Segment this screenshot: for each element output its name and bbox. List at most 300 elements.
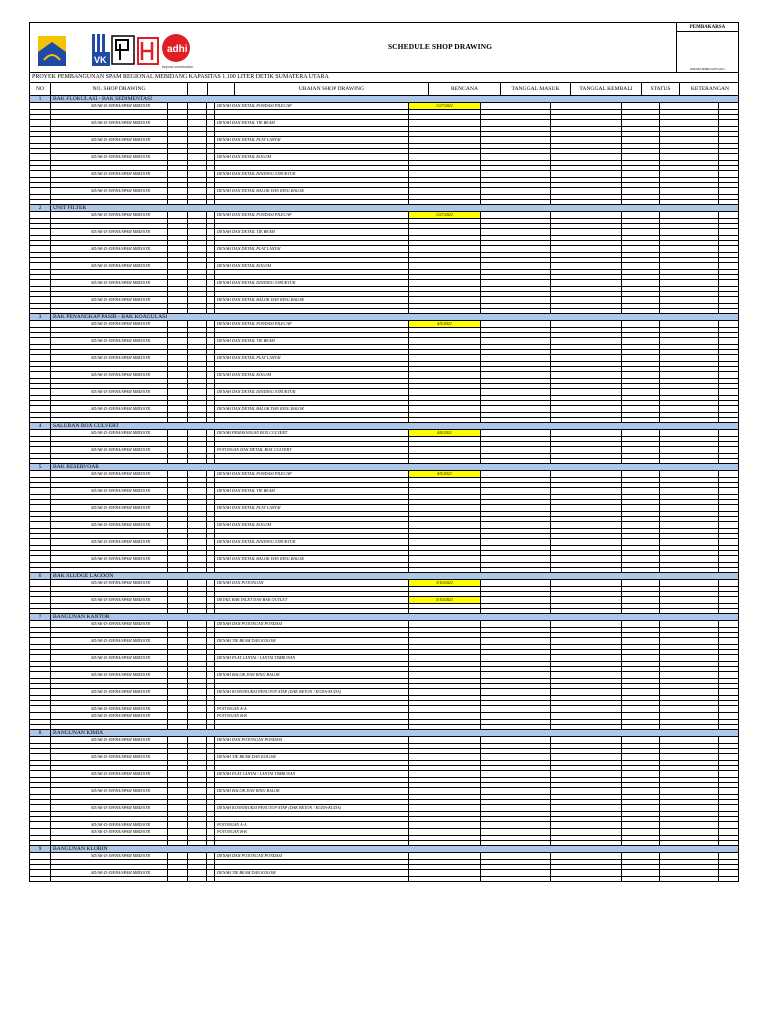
cell-no [30, 430, 51, 436]
cell-blank-c [207, 505, 215, 511]
cell-keterangan [660, 500, 719, 504]
cell-blank-a [168, 379, 188, 383]
cell-keterangan [660, 328, 719, 332]
cell-masuk [481, 529, 551, 533]
cell-masuk [481, 805, 551, 811]
section-title: BANGUNAN KANTOR [53, 614, 110, 620]
cell-blank-c [207, 628, 215, 632]
cell-no [30, 154, 51, 160]
cell-kembali [551, 154, 622, 160]
cell-no [30, 406, 51, 412]
cell-rencana [409, 713, 481, 719]
cell-code [51, 350, 168, 354]
cell-masuk [481, 534, 551, 538]
cell-kembali [551, 454, 622, 458]
cell-masuk [481, 384, 551, 388]
cell-desc: POTONGAN A-A [215, 822, 409, 828]
section-header [29, 205, 739, 212]
cell-rencana [409, 563, 481, 567]
cell-status [622, 638, 660, 644]
cell-rencana: 3/10/2021 [409, 580, 481, 586]
cell-status [622, 597, 660, 603]
cell-blank-c [207, 367, 215, 371]
cell-rencana [409, 853, 481, 859]
cell-blank-a [168, 154, 188, 160]
table-row [29, 430, 739, 437]
table-row [29, 297, 739, 304]
cell-masuk [481, 783, 551, 787]
cell-desc [215, 418, 409, 422]
cell-code: SD/AK-D-INFRA/SPAM MBD/STR [51, 713, 168, 719]
cell-blank-a [168, 517, 188, 521]
cell-blank-b [188, 587, 207, 591]
cell-code [51, 495, 168, 499]
table-row [29, 389, 739, 396]
cell-desc [215, 563, 409, 567]
cell-desc: DENAH DAN POTONGAN PONDASI [215, 621, 409, 627]
cell-blank-c [207, 556, 215, 562]
cell-status [622, 309, 660, 313]
cell-no [30, 418, 51, 422]
cell-status [622, 430, 660, 436]
cell-masuk [481, 372, 551, 378]
cell-desc: DENAH DAN POTONGAN PONDASI [215, 853, 409, 859]
cell-blank-c [207, 667, 215, 671]
cell-masuk [481, 720, 551, 724]
cell-masuk [481, 795, 551, 799]
cell-kembali [551, 744, 622, 748]
cell-code: SD/AK-D-INFRA/SPAM MBD/STR [51, 430, 168, 436]
cell-masuk [481, 706, 551, 712]
cell-keterangan [660, 406, 719, 412]
pembakarsa-box [676, 23, 738, 73]
cell-end [719, 662, 740, 666]
cell-desc: POTONGAN B-B [215, 829, 409, 835]
cell-blank-c [207, 853, 215, 859]
section-number: 7 [30, 614, 51, 620]
cell-keterangan [660, 766, 719, 770]
cell-kembali [551, 384, 622, 388]
cell-blank-a [168, 471, 188, 477]
cell-code [51, 701, 168, 705]
cell-blank-b [188, 442, 207, 446]
cell-keterangan [660, 609, 719, 613]
cell-blank-a [168, 761, 188, 765]
cell-status [622, 149, 660, 153]
cell-no [30, 389, 51, 395]
cell-keterangan [660, 534, 719, 538]
cell-kembali [551, 701, 622, 705]
cell-desc: DENAH DAN DETAIL BALOK DAN RING BALOK [215, 188, 409, 194]
cell-desc [215, 178, 409, 182]
cell-status [622, 621, 660, 627]
cell-masuk [481, 430, 551, 436]
cell-status [622, 628, 660, 632]
cell-end [719, 817, 740, 821]
cell-status [622, 766, 660, 770]
cell-status [622, 200, 660, 204]
cell-blank-a [168, 865, 188, 869]
cell-end [719, 706, 740, 712]
cell-status [622, 720, 660, 724]
cell-rencana [409, 556, 481, 562]
cell-keterangan [660, 488, 719, 494]
cell-rencana [409, 127, 481, 131]
cell-blank-b [188, 355, 207, 361]
cell-masuk [481, 447, 551, 453]
cell-end [719, 870, 740, 876]
cell-end [719, 701, 740, 705]
cell-keterangan [660, 505, 719, 511]
cell-status [622, 246, 660, 252]
cell-blank-c [207, 679, 215, 683]
cell-blank-a [168, 713, 188, 719]
cell-masuk [481, 621, 551, 627]
cell-blank-c [207, 783, 215, 787]
cell-no [30, 744, 51, 748]
cell-rencana [409, 684, 481, 688]
cell-blank-b [188, 171, 207, 177]
cell-rencana [409, 865, 481, 869]
cell-keterangan [660, 442, 719, 446]
cell-keterangan [660, 522, 719, 528]
cell-kembali [551, 505, 622, 511]
cell-blank-b [188, 766, 207, 770]
cell-keterangan [660, 754, 719, 760]
cell-status [622, 778, 660, 782]
table-row [29, 447, 739, 454]
cell-rencana [409, 437, 481, 441]
cell-end [719, 401, 740, 405]
cell-status [622, 592, 660, 596]
cell-no [30, 478, 51, 482]
cell-masuk [481, 604, 551, 608]
cell-desc [215, 865, 409, 869]
cell-no [30, 563, 51, 567]
cell-keterangan [660, 437, 719, 441]
cell-rencana [409, 495, 481, 499]
table-row [29, 853, 739, 860]
cell-masuk [481, 389, 551, 395]
cell-keterangan [660, 860, 719, 864]
cell-blank-a [168, 241, 188, 245]
cell-rencana [409, 725, 481, 729]
cell-code: SD/AK-D-INFRA/SPAM MBD/STR [51, 372, 168, 378]
cell-desc: DENAH DAN DETAIL PLAT LANTAI [215, 505, 409, 511]
cell-status [622, 517, 660, 521]
cell-end [719, 684, 740, 688]
cell-blank-a [168, 229, 188, 235]
cell-keterangan [660, 744, 719, 748]
cell-masuk [481, 154, 551, 160]
cell-desc [215, 258, 409, 262]
cell-rencana [409, 488, 481, 494]
cell-keterangan [660, 270, 719, 274]
cell-end [719, 396, 740, 400]
cell-blank-c [207, 183, 215, 187]
cell-keterangan [660, 263, 719, 269]
cell-desc: DENAH DAN DETAIL BALOK DAN RING BALOK [215, 297, 409, 303]
cell-kembali [551, 495, 622, 499]
logo-caption: beyond construction [162, 65, 194, 69]
cell-desc [215, 517, 409, 521]
cell-blank-a [168, 580, 188, 586]
cell-blank-c [207, 551, 215, 555]
cell-kembali [551, 263, 622, 269]
cell-blank-a [168, 478, 188, 482]
cell-no [30, 817, 51, 821]
cell-status [622, 534, 660, 538]
cell-blank-b [188, 270, 207, 274]
cell-kembali [551, 551, 622, 555]
table-row [29, 246, 739, 253]
cell-blank-a [168, 333, 188, 337]
cell-blank-c [207, 258, 215, 262]
cell-blank-a [168, 384, 188, 388]
cell-masuk [481, 120, 551, 126]
cell-keterangan [660, 829, 719, 835]
cell-blank-a [168, 338, 188, 344]
cell-masuk [481, 488, 551, 494]
cell-code [51, 459, 168, 463]
cell-blank-a [168, 628, 188, 632]
cell-blank-a [168, 418, 188, 422]
cell-masuk [481, 219, 551, 223]
cell-blank-b [188, 706, 207, 712]
section-number: 4 [30, 423, 51, 429]
cell-keterangan [660, 788, 719, 794]
cell-blank-b [188, 679, 207, 683]
table-row [29, 263, 739, 270]
cell-blank-b [188, 389, 207, 395]
cell-masuk [481, 788, 551, 794]
cell-no [30, 860, 51, 864]
cell-end [719, 304, 740, 308]
cell-end [719, 737, 740, 743]
cell-blank-a [168, 171, 188, 177]
cell-no [30, 783, 51, 787]
cell-blank-b [188, 853, 207, 859]
cell-blank-a [168, 604, 188, 608]
col-keterangan-header: KETERANGAN [690, 86, 730, 92]
cell-blank-b [188, 406, 207, 412]
cell-kembali [551, 500, 622, 504]
cell-end [719, 437, 740, 441]
cell-code [51, 253, 168, 257]
cell-blank-c [207, 132, 215, 136]
cell-keterangan [660, 413, 719, 417]
cell-masuk [481, 258, 551, 262]
cell-kembali [551, 304, 622, 308]
cell-no [30, 655, 51, 661]
cell-end [719, 367, 740, 371]
cell-status [622, 706, 660, 712]
cell-status [622, 161, 660, 165]
cell-rencana [409, 795, 481, 799]
cell-desc [215, 166, 409, 170]
cell-keterangan [660, 604, 719, 608]
cell-end [719, 679, 740, 683]
cell-kembali [551, 597, 622, 603]
cell-code [51, 309, 168, 313]
cell-status [622, 701, 660, 705]
cell-rencana [409, 367, 481, 371]
cell-code [51, 241, 168, 245]
cell-blank-a [168, 512, 188, 516]
cell-keterangan [660, 512, 719, 516]
cell-keterangan [660, 701, 719, 705]
table-row [29, 621, 739, 628]
cell-blank-b [188, 253, 207, 257]
cell-blank-b [188, 229, 207, 235]
cell-desc [215, 275, 409, 279]
cell-blank-a [168, 309, 188, 313]
cell-blank-a [168, 161, 188, 165]
cell-blank-c [207, 483, 215, 487]
cell-keterangan [660, 297, 719, 303]
cell-kembali [551, 120, 622, 126]
cell-keterangan [660, 120, 719, 126]
cell-code: SD/AK-D-INFRA/SPAM MBD/STR [51, 212, 168, 218]
cell-code: SD/AK-D-INFRA/SPAM MBD/STR [51, 246, 168, 252]
cell-blank-a [168, 744, 188, 748]
cell-no [30, 534, 51, 538]
cell-masuk [481, 246, 551, 252]
cell-blank-c [207, 236, 215, 240]
cell-keterangan [660, 812, 719, 816]
cell-desc [215, 345, 409, 349]
cell-keterangan [660, 333, 719, 337]
cell-keterangan [660, 287, 719, 291]
cell-blank-c [207, 442, 215, 446]
cell-keterangan [660, 183, 719, 187]
table-row [29, 689, 739, 696]
cell-rencana [409, 345, 481, 349]
cell-blank-c [207, 645, 215, 649]
cell-masuk [481, 853, 551, 859]
cell-desc [215, 413, 409, 417]
cell-status [622, 754, 660, 760]
cell-desc [215, 304, 409, 308]
cell-kembali [551, 413, 622, 417]
cell-blank-b [188, 120, 207, 126]
section-header [29, 96, 739, 103]
cell-no [30, 413, 51, 417]
cell-masuk [481, 517, 551, 521]
cell-masuk [481, 597, 551, 603]
cell-blank-a [168, 725, 188, 729]
cell-end [719, 865, 740, 869]
cell-no [30, 754, 51, 760]
cell-blank-c [207, 495, 215, 499]
cell-rencana: 4/5/2021 [409, 321, 481, 327]
cell-desc [215, 253, 409, 257]
cell-kembali [551, 812, 622, 816]
table-row [29, 355, 739, 362]
cell-blank-c [207, 418, 215, 422]
cell-blank-c [207, 103, 215, 109]
cell-blank-a [168, 350, 188, 354]
cell-keterangan [660, 454, 719, 458]
cell-no [30, 120, 51, 126]
cell-blank-b [188, 771, 207, 777]
cell-end [719, 258, 740, 262]
cell-blank-a [168, 812, 188, 816]
cell-code [51, 761, 168, 765]
cell-status [622, 556, 660, 562]
cell-blank-c [207, 478, 215, 482]
cell-no [30, 253, 51, 257]
cell-code: SD/AK-D-INFRA/SPAM MBD/STR [51, 689, 168, 695]
cell-status [622, 713, 660, 719]
cell-rencana [409, 297, 481, 303]
cell-code [51, 183, 168, 187]
cell-desc [215, 454, 409, 458]
cell-keterangan [660, 800, 719, 804]
cell-keterangan [660, 817, 719, 821]
cell-keterangan [660, 345, 719, 349]
cell-blank-a [168, 556, 188, 562]
cell-end [719, 766, 740, 770]
cell-code: SD/AK-D-INFRA/SPAM MBD/STR [51, 137, 168, 143]
cell-keterangan [660, 149, 719, 153]
cell-blank-b [188, 604, 207, 608]
cell-status [622, 609, 660, 613]
table-row [29, 597, 739, 604]
table-row [29, 829, 739, 836]
cell-no [30, 551, 51, 555]
cell-desc [215, 841, 409, 845]
cell-rencana [409, 633, 481, 637]
section-number: 8 [30, 730, 51, 736]
cell-blank-c [207, 788, 215, 794]
cell-end [719, 263, 740, 269]
cell-desc: DENAH TIE BEAM DAN KOLOM [215, 638, 409, 644]
cell-status [622, 829, 660, 835]
cell-masuk [481, 684, 551, 688]
cell-blank-a [168, 679, 188, 683]
cell-blank-c [207, 154, 215, 160]
cell-kembali [551, 195, 622, 199]
col-masuk-header: TANGGAL MASUK [501, 83, 571, 96]
cell-rencana [409, 761, 481, 765]
cell-no [30, 183, 51, 187]
cell-rencana [409, 161, 481, 165]
cell-status [622, 684, 660, 688]
section-number: 1 [30, 96, 51, 102]
cell-rencana [409, 483, 481, 487]
cell-keterangan [660, 430, 719, 436]
cell-code [51, 696, 168, 700]
cell-rencana [409, 505, 481, 511]
cell-no [30, 280, 51, 286]
cell-desc [215, 333, 409, 337]
cell-blank-c [207, 304, 215, 308]
cell-no [30, 701, 51, 705]
section-number: 3 [30, 314, 51, 320]
cell-blank-b [188, 672, 207, 678]
cell-masuk [481, 144, 551, 148]
cell-desc [215, 241, 409, 245]
cell-blank-b [188, 638, 207, 644]
cell-end [719, 224, 740, 228]
cell-code: SD/AK-D-INFRA/SPAM MBD/STR [51, 805, 168, 811]
cell-blank-c [207, 297, 215, 303]
cell-kembali [551, 275, 622, 279]
cell-masuk [481, 401, 551, 405]
cell-masuk [481, 800, 551, 804]
cell-rencana [409, 258, 481, 262]
